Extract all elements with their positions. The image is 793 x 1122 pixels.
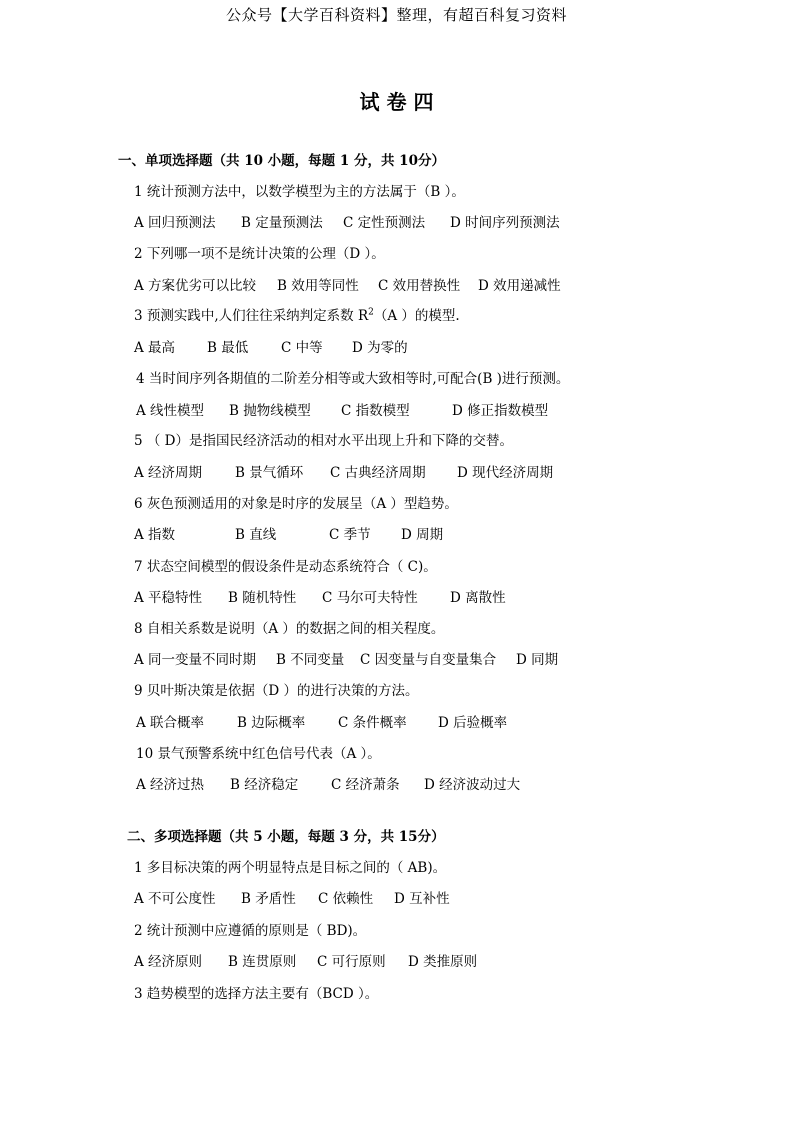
s1-q8-option-c: C 因变量与自变量集合 — [360, 652, 497, 668]
s1-q6-text: 6 灰色预测适用的对象是时序的发展呈（A ）型趋势。 — [134, 496, 458, 512]
section-1-title: 一、单项选择题（共 10 小题，每题 1 分，共 10分） — [118, 153, 445, 169]
s1-q8-text: 8 自相关系数是说明（A ）的数据之间的相关程度。 — [134, 621, 445, 637]
s1-q7-option-b: B 随机特性 — [228, 590, 297, 606]
s1-q3-text-before: 3 预测实践中,人们往往采纳判定系数 R — [134, 308, 369, 324]
s1-q7-option-d: D 离散性 — [450, 590, 506, 606]
page-header: 公众号【大学百科资料】整理，有超百科复习资料 — [225, 6, 567, 24]
s2-q2-option-c: C 可行原则 — [317, 954, 386, 970]
s1-q9-option-d: D 后验概率 — [438, 715, 508, 731]
s2-q1-option-c: C 依赖性 — [318, 891, 374, 907]
s2-q1-text: 1 多目标决策的两个明显特点是目标之间的（ AB)。 — [134, 860, 447, 876]
s2-q2-option-b: B 连贯原则 — [228, 954, 297, 970]
s1-q10-text: 10 景气预警系统中红色信号代表（A ）。 — [136, 746, 381, 762]
s1-q8-option-b: B 不同变量 — [276, 652, 345, 668]
s1-q4-option-c: C 指数模型 — [341, 403, 410, 419]
s2-q2-option-a: A 经济原则 — [134, 954, 203, 970]
s1-q3-option-b: B 最低 — [207, 340, 249, 356]
s1-q5-option-c: C 古典经济周期 — [330, 465, 426, 481]
s2-q3-text: 3 趋势模型的选择方法主要有（BCD ）。 — [134, 986, 379, 1002]
s1-q7-text: 7 状态空间模型的假设条件是动态系统符合（ C)。 — [134, 559, 437, 575]
s1-q1-option-b: B 定量预测法 — [241, 215, 323, 231]
s1-q2-option-d: D 效用递减性 — [478, 278, 561, 294]
s1-q9-text: 9 贝叶斯决策是依据（D ）的进行决策的方法。 — [134, 683, 419, 699]
s1-q3-text — [134, 304, 460, 324]
s1-q10-option-b: B 经济稳定 — [230, 777, 299, 793]
s1-q3-option-d: D 为零的 — [352, 340, 408, 356]
s1-q3-option-c: C 中等 — [281, 340, 323, 356]
s1-q3-text-after: （A ）的模型. — [373, 308, 460, 324]
s1-q9-option-a: A 联合概率 — [136, 715, 205, 731]
s1-q4-option-a: A 线性模型 — [136, 403, 205, 419]
s1-q10-option-d: D 经济波动过大 — [424, 777, 521, 793]
s1-q7-option-a: A 平稳特性 — [134, 590, 203, 606]
s2-q1-option-b: B 矛盾性 — [241, 891, 296, 907]
page-title: 试 卷 四 — [359, 90, 434, 114]
s1-q7-option-c: C 马尔可夫特性 — [322, 590, 418, 606]
s2-q1-option-a: A 不可公度性 — [134, 891, 216, 907]
s2-q2-text: 2 统计预测中应遵循的原则是（ BD)。 — [134, 923, 367, 939]
s1-q2-option-c: C 效用替换性 — [378, 278, 461, 294]
superscript-2: 2 — [368, 307, 374, 318]
s1-q6-option-d: D 周期 — [401, 527, 444, 543]
s1-q9-option-b: B 边际概率 — [237, 715, 306, 731]
s1-q3-option-a: A 最高 — [134, 340, 176, 356]
s1-q2-option-a: A 方案优劣可以比较 — [134, 278, 257, 294]
s1-q9-option-c: C 条件概率 — [338, 715, 407, 731]
s1-q5-text: 5 （ D）是指国民经济活动的相对水平出现上升和下降的交替。 — [134, 433, 513, 449]
s1-q10-option-c: C 经济萧条 — [331, 777, 400, 793]
s1-q5-option-a: A 经济周期 — [134, 465, 203, 481]
s1-q2-option-b: B 效用等同性 — [277, 278, 359, 294]
section-2-title: 二、多项选择题（共 5 小题，每题 3 分，共 15分） — [127, 829, 445, 845]
s1-q5-option-d: D 现代经济周期 — [457, 465, 554, 481]
s1-q5-option-b: B 景气循环 — [235, 465, 304, 481]
s1-q4-text: 4 当时间序列各期值的二阶差分相等或大致相等时,可配合(B )进行预测。 — [136, 371, 570, 387]
s1-q1-text: 1 统计预测方法中，以数学模型为主的方法属于（B ）。 — [134, 184, 465, 200]
s1-q8-option-a: A 同一变量不同时期 — [134, 652, 257, 668]
s1-q1-option-c: C 定性预测法 — [343, 215, 426, 231]
s1-q2-text: 2 下列哪一项不是统计决策的公理（D ）。 — [134, 246, 385, 262]
s1-q6-option-a: A 指数 — [134, 527, 176, 543]
s1-q4-option-b: B 抛物线模型 — [229, 403, 311, 419]
s1-q6-option-c: C 季节 — [329, 527, 371, 543]
s2-q1-option-d: D 互补性 — [394, 891, 450, 907]
s1-q1-option-a: A 回归预测法 — [134, 215, 216, 231]
s1-q6-option-b: B 直线 — [235, 527, 277, 543]
s1-q4-option-d: D 修正指数模型 — [452, 403, 549, 419]
s1-q1-option-d: D 时间序列预测法 — [450, 215, 560, 231]
s1-q10-option-a: A 经济过热 — [136, 777, 205, 793]
s1-q8-option-d: D 同期 — [516, 652, 559, 668]
s2-q2-option-d: D 类推原则 — [408, 954, 478, 970]
